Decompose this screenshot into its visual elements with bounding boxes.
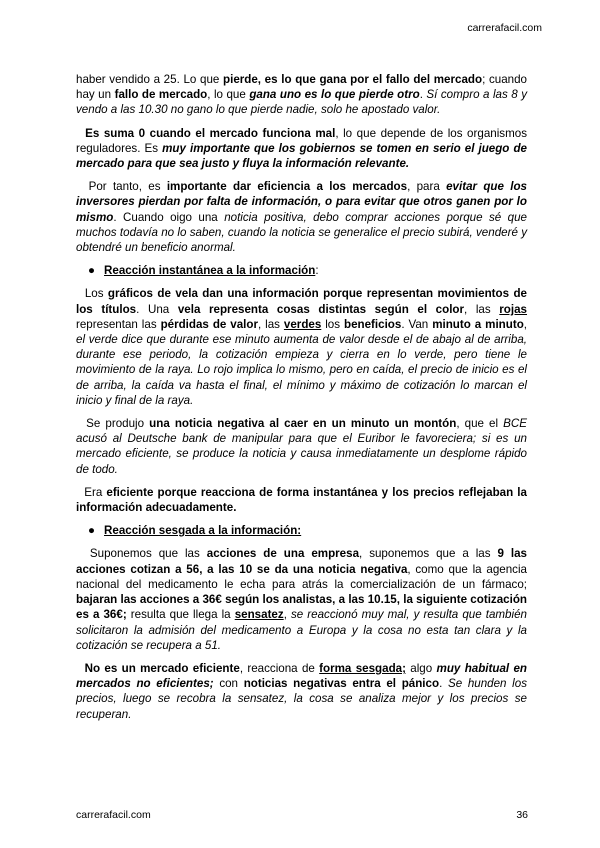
bullet-icon: ● bbox=[88, 264, 96, 278]
text: Es suma 0 cuando el mercado funciona mal bbox=[85, 126, 336, 140]
text: Los bbox=[84, 287, 108, 301]
text: muy importante que los gobiernos se tomen en serio el juego de mercado para que sea justo y fluya la información relevante. bbox=[76, 141, 527, 171]
text: una noticia negativa al caer en un minuto un montón bbox=[149, 417, 457, 431]
text: evitar que los inversores pierdan por falta de información, o para evitar que otros ganen por lo mismo bbox=[76, 180, 528, 224]
text: vela representa cosas distintas según el color bbox=[177, 302, 465, 316]
text: , suponemos que a las bbox=[359, 547, 498, 561]
text: Sí compro a las 8 y vendo a las 10.30 no gano lo que pierde nadie, solo he apostado valor. bbox=[76, 88, 527, 117]
paragraph-example bbox=[76, 546, 527, 652]
text: 9 las acciones cotizan a 56, a las 10 se da una noticia negativa bbox=[76, 547, 528, 576]
text: los bbox=[321, 317, 344, 331]
text: , las bbox=[464, 302, 500, 316]
text: , reacciona de bbox=[239, 661, 320, 675]
text: noticia positiva, debo comprar acciones porque sé que muchos todavía no lo saben, cuando la noticia se generalice el precio subirá, venderé y obtendré un beneficio anormal. bbox=[76, 210, 527, 255]
text: Se produjo bbox=[86, 417, 150, 431]
paragraph-efficient bbox=[76, 485, 527, 515]
text: acciones de una empresa bbox=[206, 547, 360, 561]
bullet-icon: ● bbox=[88, 524, 96, 538]
text: , las bbox=[258, 317, 284, 331]
text: con bbox=[213, 677, 244, 691]
text: rojas bbox=[499, 302, 528, 316]
text: sensatez bbox=[234, 608, 284, 622]
text: el verde dice que durante ese minuto aumenta de valor desde el de abajo al de arriba, durante ese periodo, la cotización empieza y cierra en lo verde, pero tiene le movimiento de la raya. Lo rojo implica lo mismo, pero en caída, el precio de inicio es el de arriba, la caída va hasta el final, el mínimo y máximo de cotización lo marcan el inicio y final de la raya. bbox=[76, 333, 527, 407]
text: fallo de mercado bbox=[114, 88, 208, 102]
text: , lo que depende de los organismos reguladores. Es bbox=[76, 126, 527, 155]
text: No es un mercado eficiente bbox=[84, 661, 240, 675]
paragraph-not-efficient bbox=[76, 661, 527, 722]
text: pérdidas de valor bbox=[160, 317, 258, 331]
paragraph-market-failure bbox=[76, 72, 527, 118]
paragraph-candlesticks bbox=[76, 286, 527, 408]
text: . bbox=[419, 88, 427, 102]
text: . Una bbox=[136, 302, 178, 316]
text: importante dar eficiencia a los mercados bbox=[166, 180, 408, 194]
text: forma sesgada; bbox=[319, 661, 406, 675]
text: ; cuando hay un bbox=[76, 73, 527, 102]
text: . Van bbox=[401, 317, 433, 331]
text: Se hunden los precios, luego se recobra la sensatez, la cosa se analiza mejor y los precios se recuperan. bbox=[76, 677, 528, 721]
bullet-biased-reaction bbox=[76, 523, 527, 538]
paragraph-zero-sum bbox=[76, 126, 527, 172]
text: , para bbox=[407, 180, 447, 194]
document-body bbox=[76, 72, 527, 730]
text: Era bbox=[84, 485, 107, 499]
text: pierde, es lo que gana por el fallo del mercado bbox=[223, 73, 483, 86]
text: eficiente porque reacciona de forma instantánea y los precios reflejaban la información adecuadamente. bbox=[76, 485, 527, 515]
text: , bbox=[523, 317, 528, 331]
text: representan las bbox=[76, 317, 161, 331]
text: . Cuando oigo una bbox=[113, 210, 225, 224]
text: Suponemos que las bbox=[89, 547, 207, 561]
bullet-instant-reaction bbox=[76, 263, 527, 278]
page-number: 36 bbox=[516, 809, 528, 821]
text: . bbox=[439, 677, 448, 691]
page-header: carrerafacil.com bbox=[467, 22, 542, 34]
text: Reacción instantánea a la información bbox=[104, 264, 316, 278]
paragraph-bce-news bbox=[76, 416, 527, 477]
text: noticias negativas entra el pánico bbox=[243, 677, 440, 691]
text: verdes bbox=[283, 317, 322, 331]
text: se reaccionó muy mal, y resulta que también solicitaron la admisión del medicamento a Europa y la cosa no esta tan clara y la cotización se recupera a 51. bbox=[76, 608, 527, 652]
text: algo bbox=[405, 661, 437, 675]
footer-site: carrerafacil.com bbox=[76, 809, 151, 821]
text: muy habitual en mercados no eficientes; bbox=[76, 661, 527, 691]
text: haber vendido a 25. Lo que bbox=[76, 73, 224, 86]
text: BCE acusó al Deutsche bank de manipular para que el Euribor le favoreciera; si es un mercado eficiente, se produce la noticia y causa inmediatamente un desplome rápido de todo. bbox=[76, 417, 527, 476]
text: , bbox=[283, 608, 291, 622]
text: , que el bbox=[456, 417, 504, 431]
paragraph-efficiency bbox=[76, 179, 527, 255]
text: , como que la agencia nacional del medicamento le echa para atrás la comercialización de un fármaco; bbox=[76, 562, 527, 591]
text: , lo que bbox=[207, 88, 250, 102]
text: gana uno es lo que pierde otro bbox=[249, 88, 420, 102]
text: Por tanto, es bbox=[88, 180, 167, 194]
text: minuto a minuto bbox=[432, 317, 524, 331]
text: : bbox=[315, 264, 319, 278]
text: resulta que llega la bbox=[126, 608, 235, 622]
text: Reacción sesgada a la información: bbox=[104, 524, 302, 538]
text: gráficos de vela dan una información porque representan movimientos de los títulos bbox=[76, 287, 527, 316]
text: bajaran las acciones a 36€ según los analistas, a las 10.15, la siguiente cotización es a 36€; bbox=[76, 593, 527, 622]
text: beneficios bbox=[343, 317, 402, 331]
